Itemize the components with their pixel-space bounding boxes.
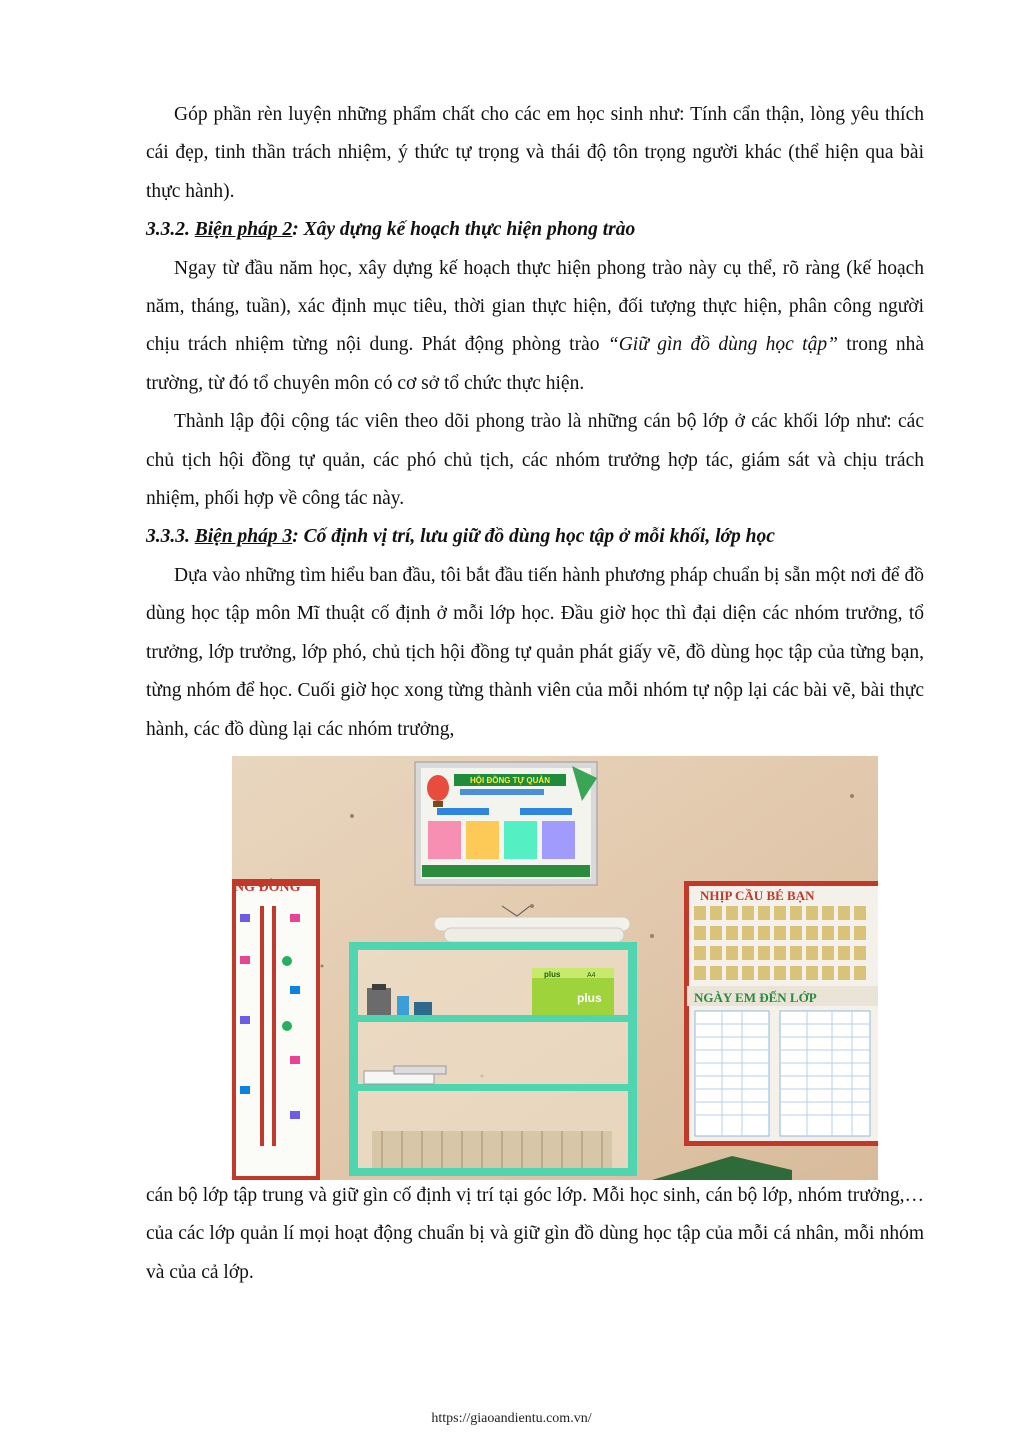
heading-2-rest: : Xây dựng kế hoạch thực hiện phong trào [292,219,636,241]
paper-size: A4 [587,972,596,979]
footer-url[interactable]: https://giaoandientu.com.vn/ [431,1411,592,1426]
paper-ream-box [532,968,614,1015]
text-lower [146,1177,924,1292]
heading-3-number: 3.3.3. [146,526,195,548]
classroom-shelf-photo [232,756,878,1180]
heading-3-label: Biện pháp 3 [194,526,293,548]
heading-2-number: 3.3.2. [146,219,195,241]
heading-2-label: Biện pháp 2 [194,219,293,241]
paper-brand-top: plus [544,970,561,979]
left-wall-board [232,877,320,1180]
paragraph-2-text-end: trong nhà trường, từ đó tổ chuyên môn có cơ sở tổ chức thực hiện. [146,334,924,394]
paragraph-4: Dựa vào những tìm hiểu ban đầu, tôi bắt đầu tiến hành phương pháp chuẩn bị sẵn một nơi để đồ dùng học tập môn Mĩ thuật cố định ở mỗi lớp học. Đầu giờ học thì đại diện các nhóm trưởng, tổ trưởng, lớp trưởng, lớp phó, chủ tịch hội đồng tự quản phát giấy vẽ, đồ dùng học tập của từng bạn, từng nhóm để học. Cuối giờ học xong từng thành viên của mỗi nhóm tự nộp lại các bài vẽ, bài thực hành, các đồ dùng lại các nhóm trưởng, [146,564,924,740]
left-board-title: NG ĐỒNG [234,880,301,895]
paragraph-3: Thành lập đội cộng tác viên theo dõi phong trào là những cán bộ lớp ở các khối lớp như: các chủ tịch hội đồng tự quản, các phó chủ tịch, các nhóm trưởng hợp tác, giám sát và chịu trách nhiệm, phối hợp về công tác này. [146,411,924,510]
heading-bien-phap-3 [146,518,924,556]
paragraph-2-quote: “Giữ gìn đồ dùng học tập” [607,334,838,356]
paragraph-1: Góp phần rèn luyện những phẩm chất cho các em học sinh như: Tính cẩn thận, lòng yêu thích cái đẹp, tinh thần trách nhiệm, ý thức tự trọng và thái độ tôn trọng người khác (thể hiện qua bài thực hành). [146,104,924,202]
paper-brand-front: plus [577,991,602,1005]
paragraph-5: cán bộ lớp tập trung và giữ gìn cố định vị trí tại góc lớp. Mỗi học sinh, cán bộ lớp, nhóm trưởng,… của các lớp quản lí mọi hoạt động chuẩn bị và giữ gìn đồ dùng học tập của mỗi cá nhân, mỗi nhóm và của cả lớp. [146,1185,924,1283]
hot-air-balloon-icon [427,775,449,801]
self-management-board [415,762,597,885]
right-board-title: NHỊP CẦU BÉ BẠN [700,888,815,903]
heading-bien-phap-2 [146,211,924,249]
right-wall-board [684,881,878,1146]
text-upper [146,96,924,749]
right-board-subtitle: NGÀY EM ĐẾN LỚP [694,990,817,1005]
paragraph-2-text: Ngay từ đầu năm học, xây dựng kế hoạch thực hiện phong trào này cụ thể, rõ ràng (kế hoạch năm, tháng, tuần), xác định mục tiêu, thời gian thực hiện, đối tượng thực hiện, phân công người chịu trách nhiệm từng nội dung. Phát động phòng trào [146,257,924,356]
paragraph-2 [146,250,924,404]
heading-3-rest: : Cố định vị trí, lưu giữ đồ dùng học tập ở mỗi khối, lớp học [292,526,775,548]
board-title: HỘI ĐỒNG TỰ QUẢN [470,776,550,785]
